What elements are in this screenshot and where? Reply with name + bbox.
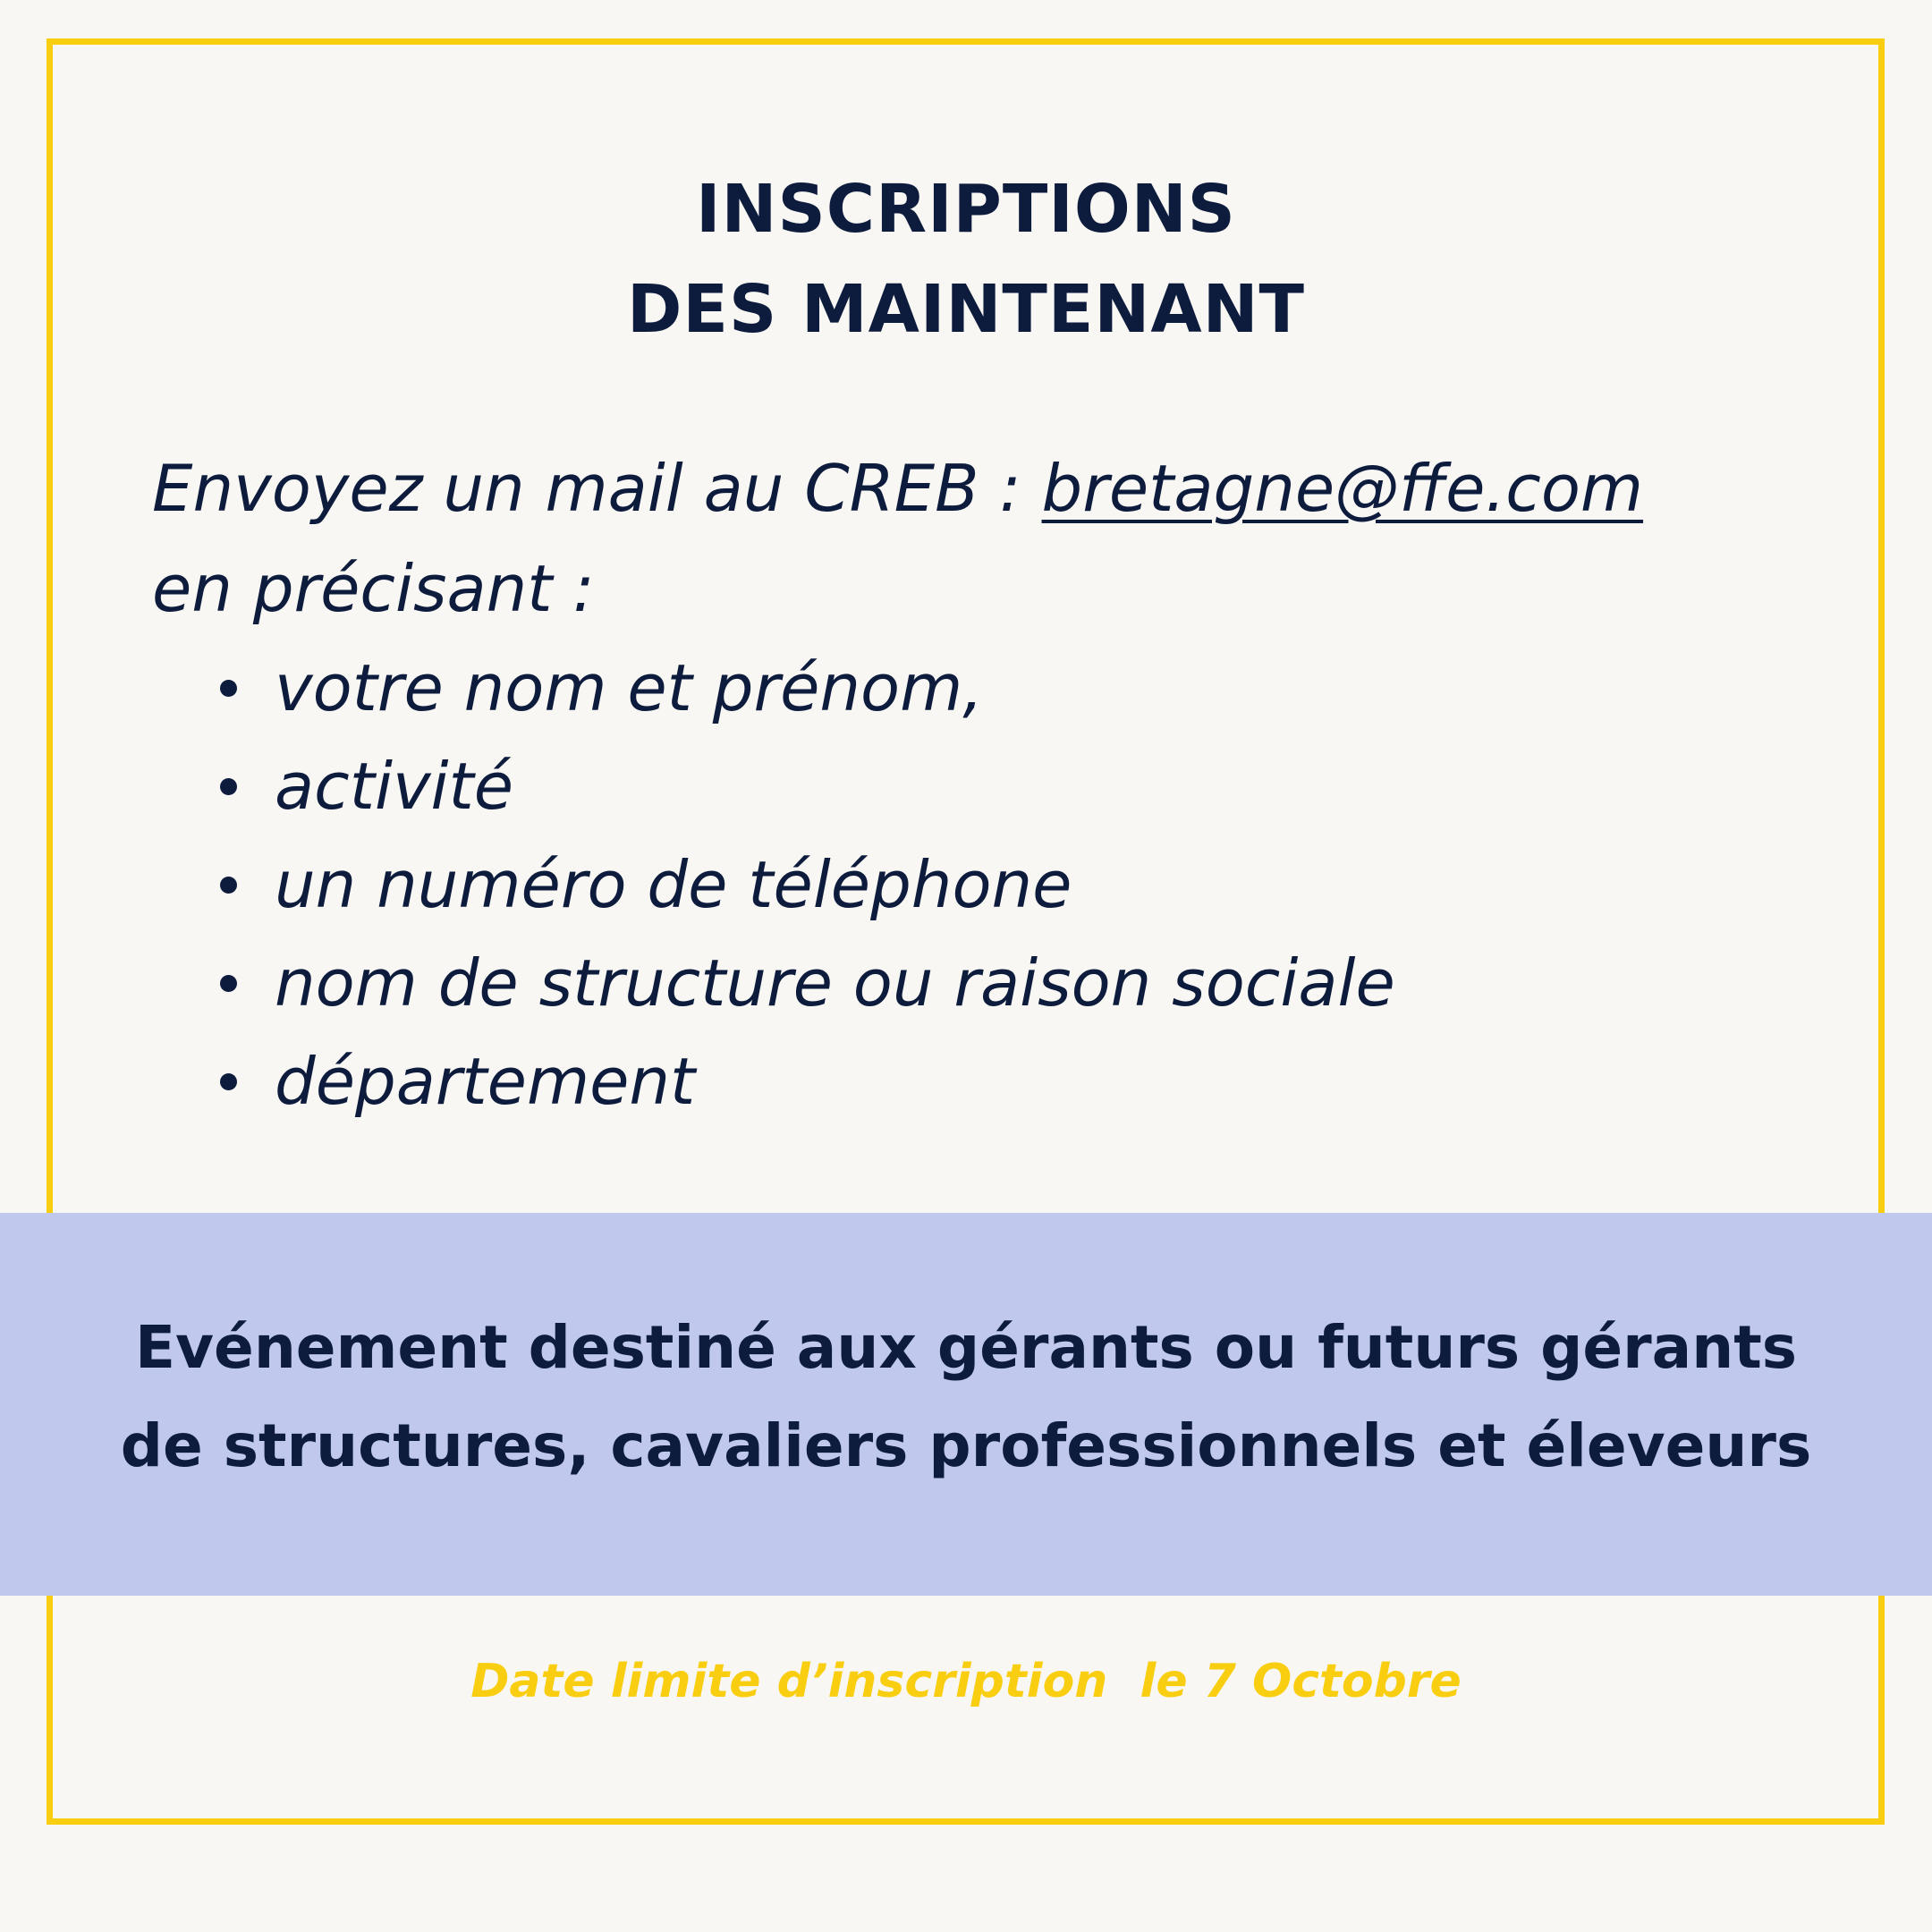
bullet-icon xyxy=(220,877,237,894)
deadline-text: Date limite d’inscription le 7 Octobre xyxy=(470,1655,1462,1708)
bullet-icon xyxy=(220,975,237,992)
email-link[interactable]: bretagne@ffe.com xyxy=(1041,451,1644,526)
requirements-list xyxy=(152,639,1816,1131)
intro-line xyxy=(152,438,1816,538)
list-item-text: département xyxy=(275,1044,696,1119)
bullet-icon xyxy=(220,1073,237,1090)
list-item xyxy=(152,737,1816,835)
bullet-icon xyxy=(220,778,237,795)
list-item-text: un numéro de téléphone xyxy=(275,847,1072,922)
audience-text xyxy=(0,1299,1932,1496)
list-item xyxy=(152,1032,1816,1131)
title-line-2: DES MAINTENANT xyxy=(626,271,1306,348)
audience-line-2: de structures, cavaliers professionnels et éleveurs xyxy=(120,1411,1812,1480)
instructions-block xyxy=(152,438,1816,1131)
audience-line-1: Evénement destiné aux gérants ou futurs gérants xyxy=(134,1313,1798,1382)
list-item xyxy=(152,639,1816,737)
bullet-icon xyxy=(220,680,237,697)
list-item-text: nom de structure ou raison sociale xyxy=(275,945,1395,1021)
list-item xyxy=(152,934,1816,1032)
intro-prefix: Envoyez un mail au CREB : xyxy=(152,451,1042,526)
list-item-text: activité xyxy=(275,749,514,824)
list-item xyxy=(152,835,1816,934)
title-line-1: INSCRIPTIONS xyxy=(696,171,1236,248)
page-title xyxy=(0,159,1932,360)
intro-line-2: en précisant : xyxy=(152,551,595,626)
list-item-text: votre nom et prénom, xyxy=(275,650,984,725)
